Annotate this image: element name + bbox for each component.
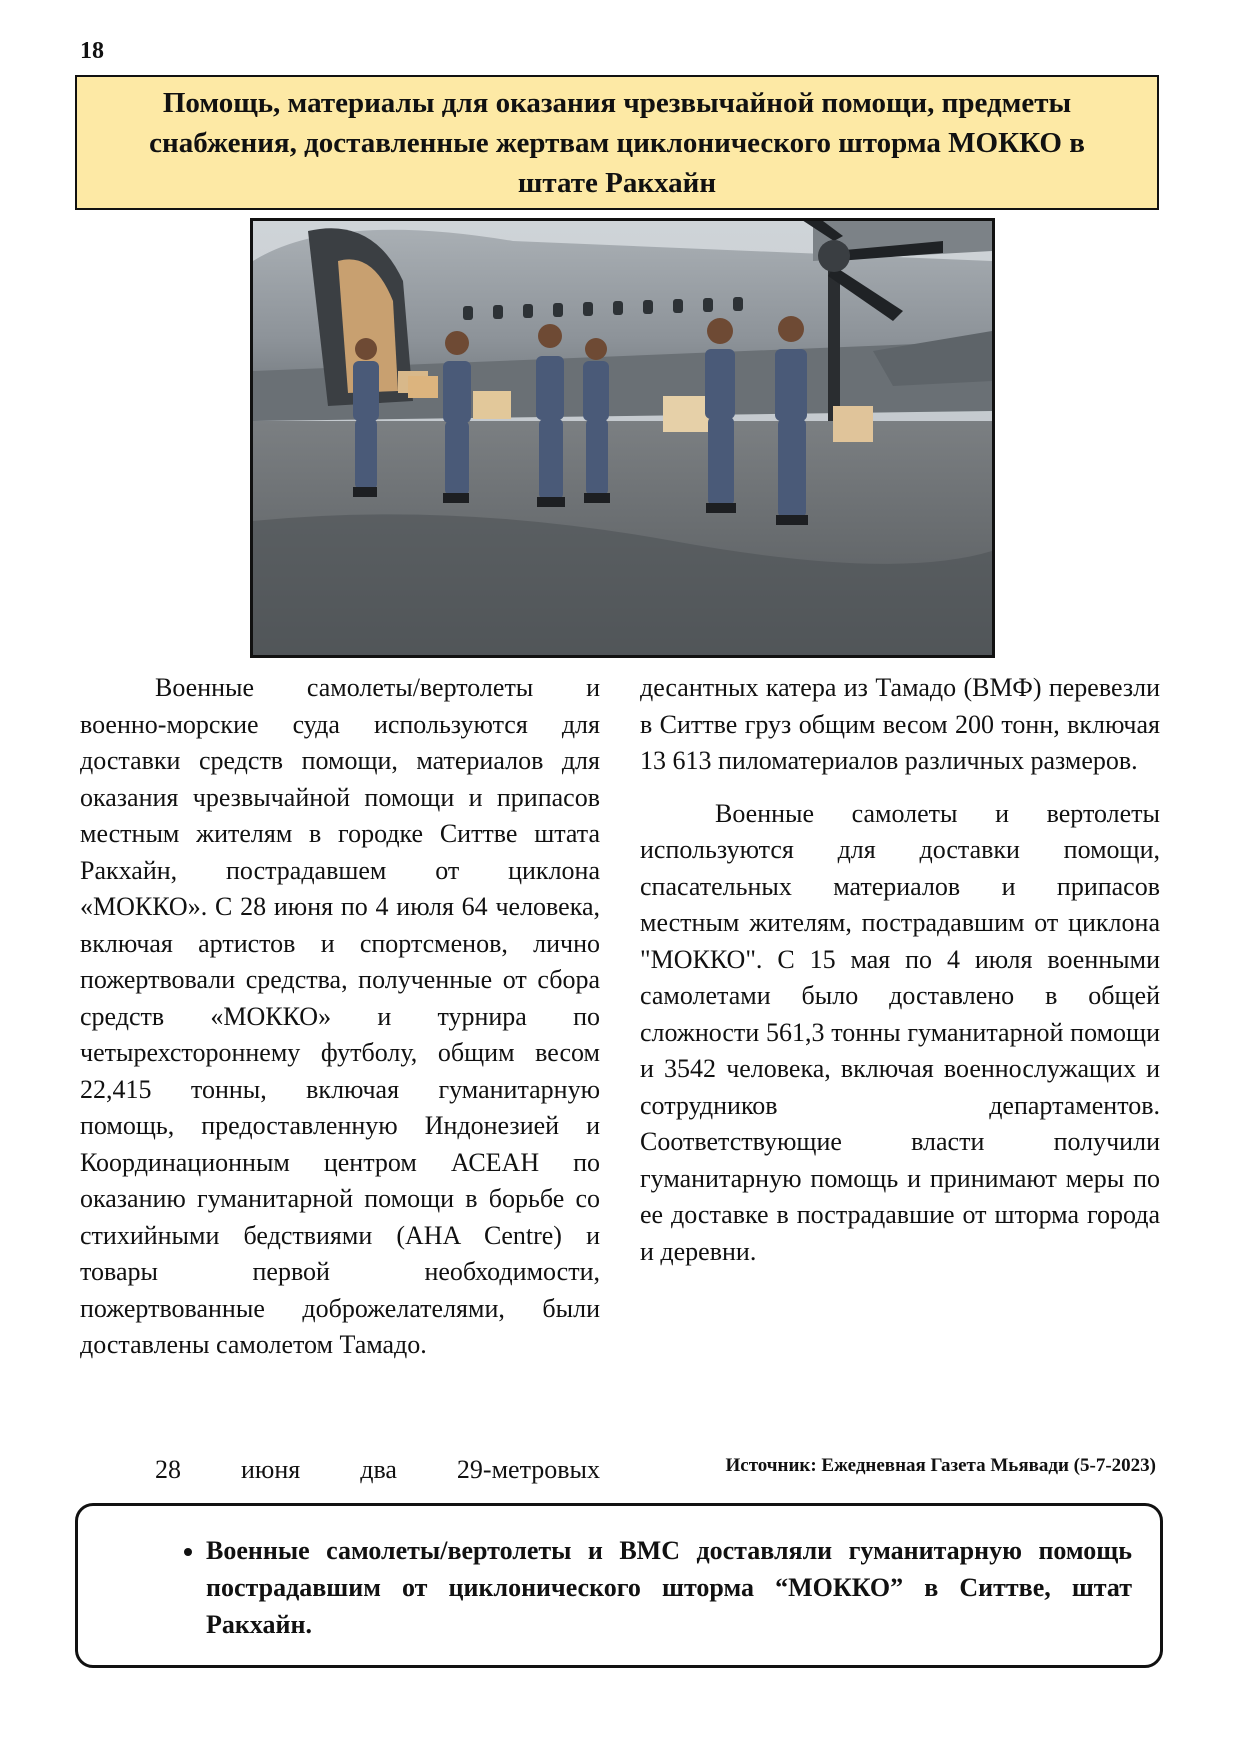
source-credit: Источник: Ежедневная Газета Мьявади (5-7-2023) xyxy=(725,1455,1156,1476)
photo-military-aircraft-unloading xyxy=(253,221,992,655)
summary-bullet: • Военные самолеты/вертолеты и ВМС доставляли гуманитарную помощь пострадавшим от циклонического шторма “МОККО” в Ситтве, штат Ракхайн. xyxy=(206,1532,1132,1643)
title-box xyxy=(75,75,1159,210)
news-photo xyxy=(250,218,995,658)
article-paragraph-continuation: десантных катера из Тамадо (ВМФ) перевезли в Ситтве груз общим весом 200 тонн, включая 13 613 пиломатериалов различных размеров. xyxy=(640,673,1160,775)
page-title: Помощь, материалы для оказания чрезвычайной помощи, предметы снабжения, доставленные жертвам циклонического шторма МОККО в штате Ракхайн xyxy=(149,86,1085,199)
article-right-column xyxy=(640,670,1160,1270)
summary-list xyxy=(130,1532,1132,1643)
article-left-column xyxy=(80,670,600,1364)
summary-box xyxy=(75,1503,1163,1668)
article-paragraph: Военные самолеты/вертолеты и военно-морские суда используются для доставки средств помощи, материалов для оказания чрезвычайной помощи и припасов местным жителям в городке Ситтве штата Ракхайн, пострадавшем от циклона «МОККО». С 28 июня по 4 июля 64 человека, включая артистов и спортсменов, лично пожертвовали средства, полученные от сбора средств «МОККО» и турнира по четырехстороннему футболу, общим весом 22,415 тонны, включая гуманитарную помощь, предоставленную Индонезией и Координационным центром АСЕАН по оказанию гуманитарной помощи в борьбе со стихийными бедствиями (AHA Centre) и товары первой необходимости, пожертвованные доброжелателями, были доставлены самолетом Тамадо. xyxy=(80,673,600,1359)
page-number: 18 xyxy=(80,38,104,64)
article-paragraph: Военные самолеты и вертолеты используются для доставки помощи, спасательных материалов и припасов местным жителям, пострадавшим от циклона "МОККО". С 15 мая по 4 июля военными самолетами было доставлено в общей сложности 561,3 тонны гуманитарной помощи и 3542 человека, включая военнослужащих и сотрудников департаментов. Соответствующие власти получили гуманитарную помощь и принимают меры по ее доставке в пострадавшие от шторма города и деревни. xyxy=(640,798,1160,1266)
article-continued-line: 28 июня два 29-метровых xyxy=(155,1455,600,1484)
